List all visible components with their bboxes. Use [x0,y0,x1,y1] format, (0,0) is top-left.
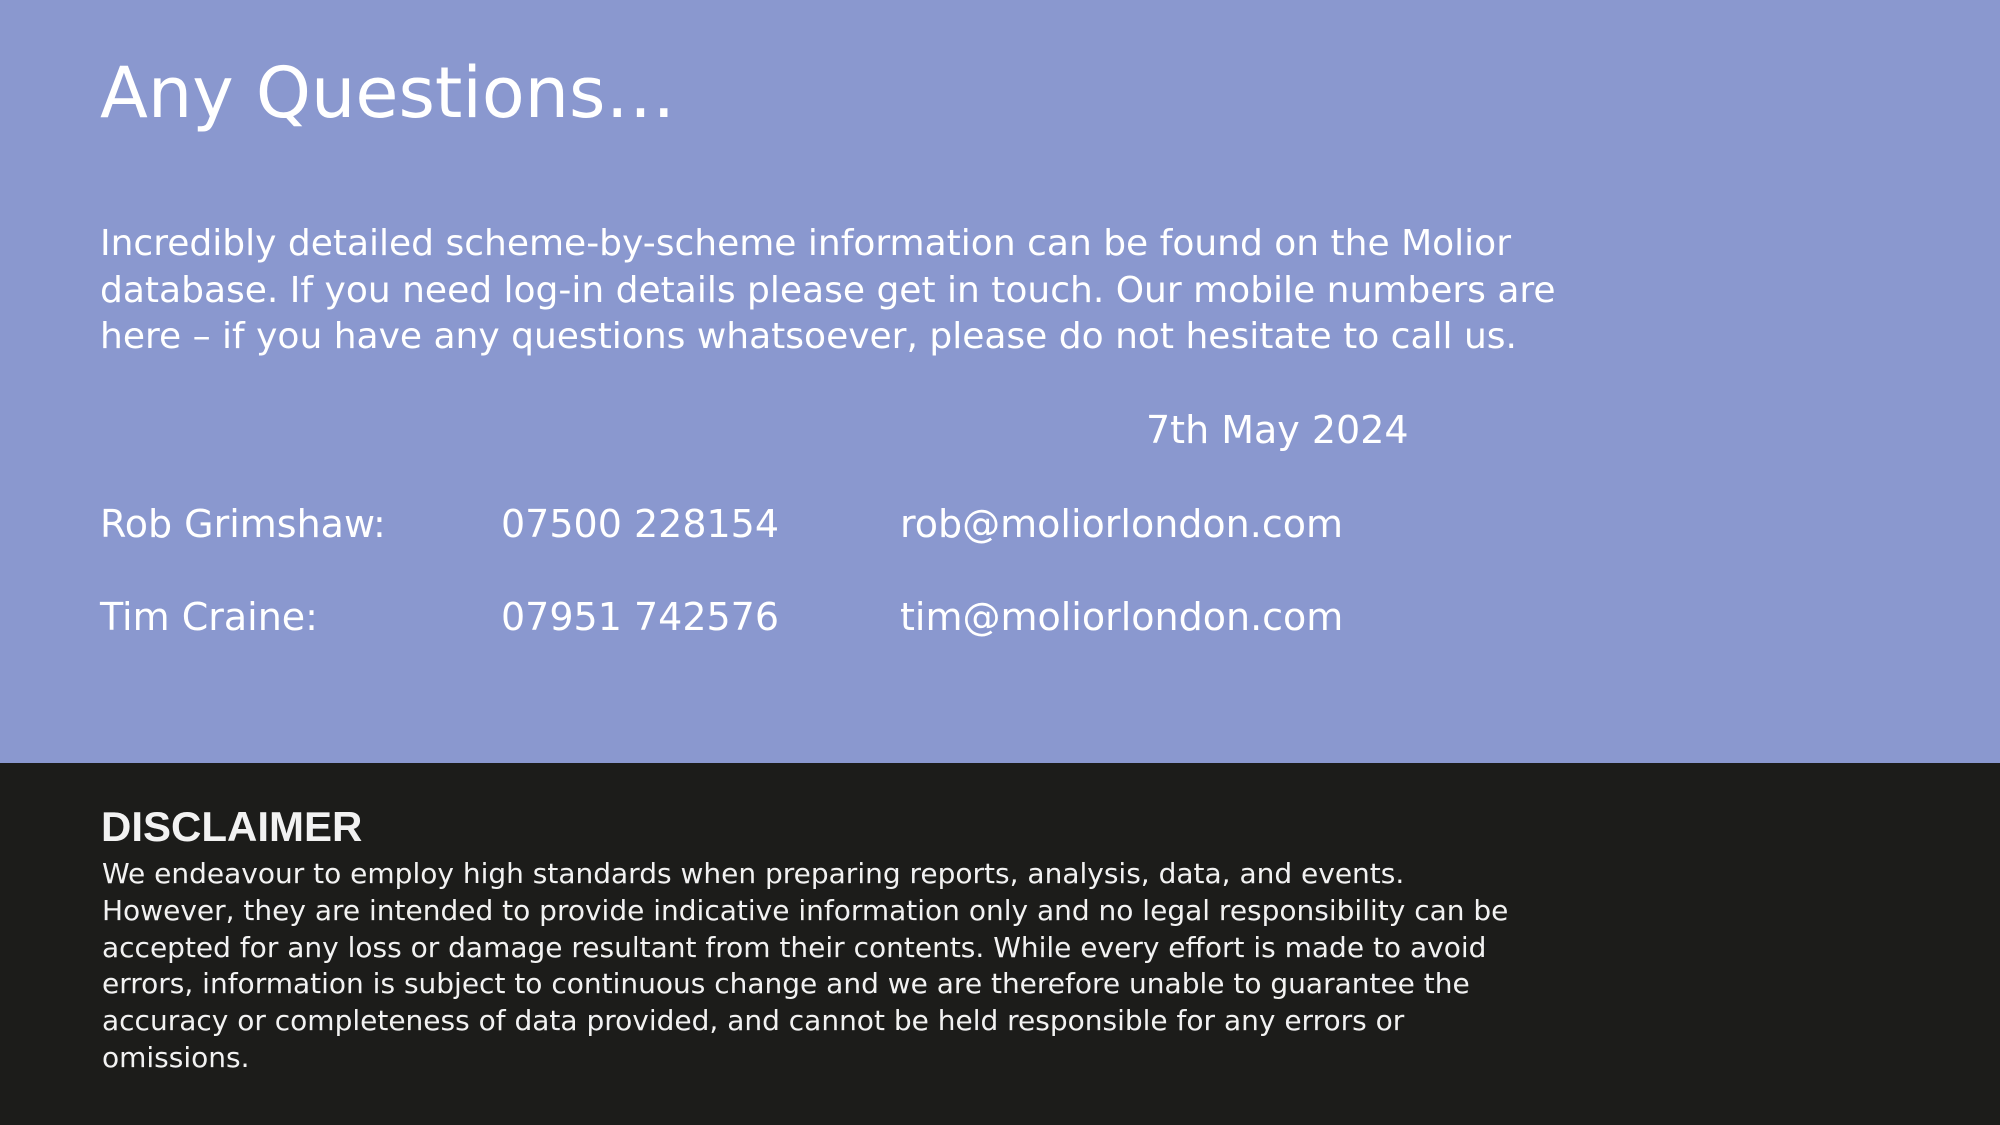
contact-email[interactable]: rob@moliorlondon.com [900,502,1343,546]
contact-email[interactable]: tim@moliorlondon.com [900,595,1344,639]
contact-phone[interactable]: 07500 228154 [501,502,780,546]
disclaimer-section [0,763,2000,1125]
contact-row-rob [0,496,2000,552]
disclaimer-text: We endeavour to employ high standards when preparing reports, analysis, data, and events. However, they are intended to provide indicative information only and no legal responsibility can be accepted for any loss or damage resultant from their contents. While every effort is made to avoid errors, information is subject to continuous change and we are therefore unable to guarantee the accuracy or completeness of data provided, and cannot be held responsible for any errors or omissions. [102,857,1509,1074]
page-title: Any Questions… [100,52,676,134]
disclaimer-heading: DISCLAIMER [101,803,363,850]
contact-name: Tim Craine: [100,595,318,639]
contact-phone[interactable]: 07951 742576 [501,595,780,639]
date-label: 7th May 2024 [1146,408,1409,452]
contact-row-tim [0,589,2000,645]
intro-paragraph: Incredibly detailed scheme-by-scheme information can be found on the Molior database. If you need log-in details please get in touch. Our mobile numbers are here – if you have any questions whatsoever, please do not hesitate to call us. [100,223,1556,357]
contact-name: Rob Grimshaw: [100,502,386,546]
